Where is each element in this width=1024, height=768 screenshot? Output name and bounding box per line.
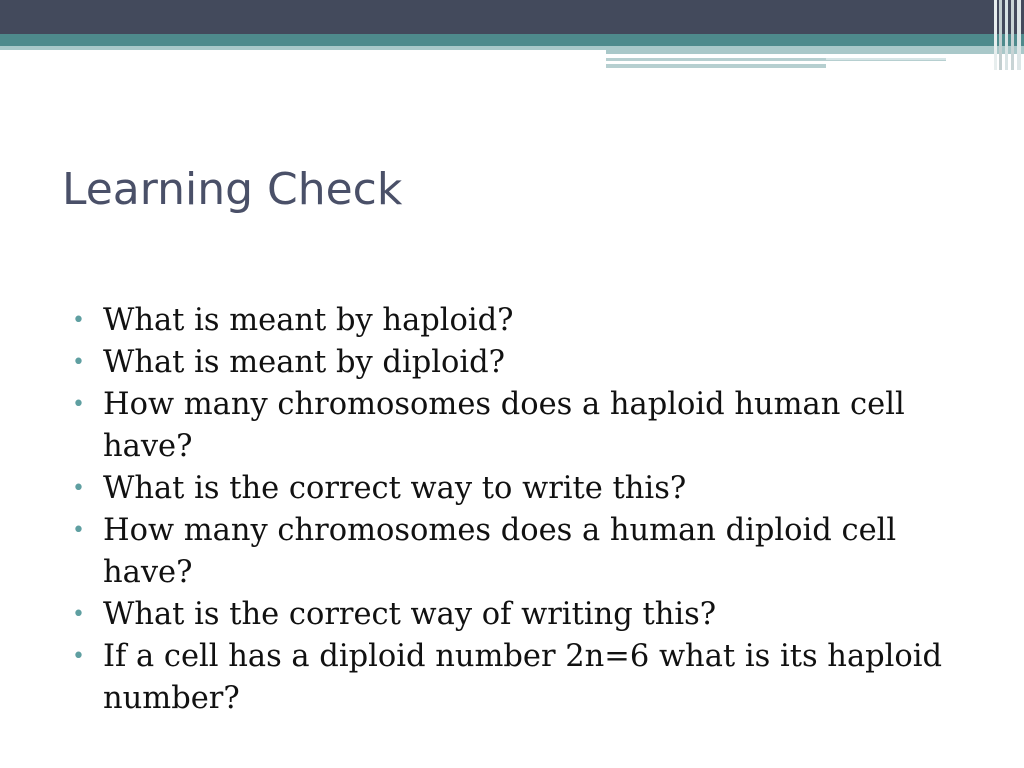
header-accent-line xyxy=(606,64,826,68)
bullet-icon xyxy=(72,636,85,678)
header-teal-band xyxy=(0,34,1024,46)
bullet-text: What is the correct way to write this? xyxy=(103,471,687,506)
bullet-item xyxy=(72,300,972,342)
bullet-text: How many chromosomes does a human diploid cell have? xyxy=(103,513,897,590)
bullet-text: How many chromosomes does a haploid human cell have? xyxy=(103,387,905,464)
bullet-icon xyxy=(72,510,85,552)
header-accent-line xyxy=(826,58,946,60)
header-vertical-bar xyxy=(1011,0,1014,70)
bullet-text: If a cell has a diploid number 2n=6 what is its haploid number? xyxy=(103,639,943,716)
bullet-item xyxy=(72,510,972,594)
bullet-icon xyxy=(72,468,85,510)
bullet-icon xyxy=(72,384,85,426)
bullet-item xyxy=(72,468,972,510)
header-vertical-bar xyxy=(994,0,997,70)
bullet-item xyxy=(72,594,972,636)
slide-title: Learning Check xyxy=(62,164,403,215)
bullet-text: What is meant by haploid? xyxy=(103,303,514,338)
bullet-icon xyxy=(72,342,85,384)
header-light-band-left xyxy=(0,46,606,50)
header-vertical-bar xyxy=(1005,0,1008,70)
header-light-band-right xyxy=(606,46,1024,54)
bullet-icon xyxy=(72,594,85,636)
bullet-item xyxy=(72,342,972,384)
header-dark-band xyxy=(0,0,1024,34)
bullet-icon xyxy=(72,300,85,342)
bullet-item xyxy=(72,384,972,468)
bullet-list xyxy=(72,300,972,720)
header-vertical-bar xyxy=(999,0,1002,70)
bullet-item xyxy=(72,636,972,720)
bullet-text: What is the correct way of writing this? xyxy=(103,597,717,632)
bullet-text: What is meant by diploid? xyxy=(103,345,505,380)
header-vertical-bar xyxy=(1017,0,1021,70)
